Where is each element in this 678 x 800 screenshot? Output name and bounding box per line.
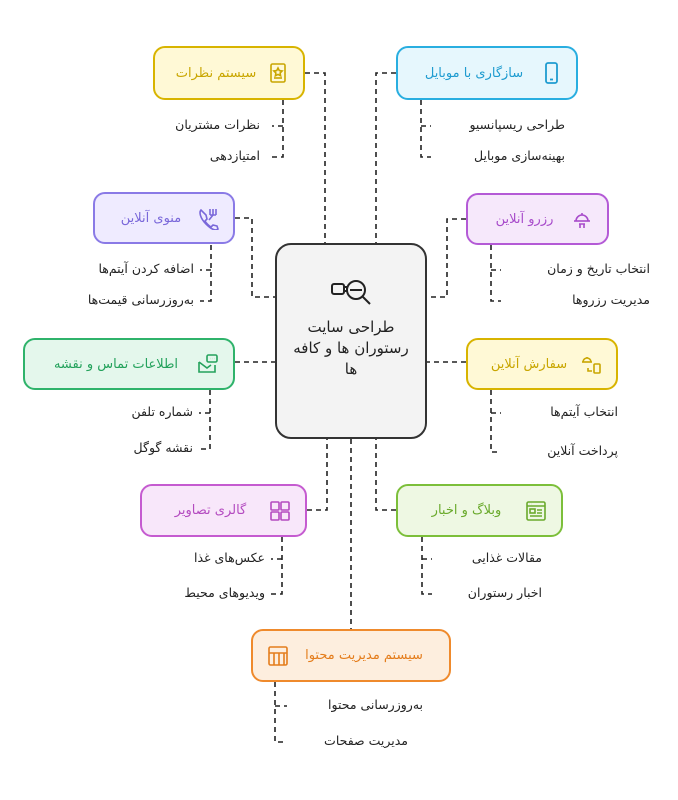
mobile-item-2: بهینه‌سازی موبایل <box>474 148 565 163</box>
branch-reservation[interactable] <box>466 193 609 245</box>
reservation-bell-icon <box>569 206 595 232</box>
branch-gallery[interactable] <box>140 484 307 537</box>
branch-cms[interactable] <box>251 629 451 682</box>
order-item-1: انتخاب آیتم‌ها <box>550 404 618 419</box>
branch-blog-title: وبلاگ و اخبار <box>431 503 502 518</box>
food-order-icon <box>578 351 604 377</box>
branch-mobile-title: سازگاری با موبایل <box>424 65 524 81</box>
star-document-icon <box>265 60 291 86</box>
contact-item-1: شماره تلفن <box>131 404 193 419</box>
mobile-phone-icon <box>538 60 564 86</box>
blog-item-1: مقالات غذایی <box>471 550 542 565</box>
reviews-item-1: نظرات مشتریان <box>175 117 260 132</box>
branch-blog[interactable] <box>396 484 563 537</box>
browser-news-icon <box>523 498 549 524</box>
cms-item-1: به‌روزرسانی محتوا <box>328 697 423 712</box>
branch-mobile[interactable] <box>396 46 578 100</box>
coffee-magnifier-icon <box>277 275 425 309</box>
branch-menu[interactable] <box>93 192 235 244</box>
contact-item-2: نقشه گوگل <box>133 440 193 455</box>
branch-order[interactable] <box>466 338 618 390</box>
branch-menu-title: منوی آنلاین <box>120 210 182 226</box>
phone-cutlery-icon <box>195 205 221 231</box>
branch-reviews-title: سیستم نظرات <box>175 65 257 81</box>
reviews-item-2: امتیازدهی <box>209 148 260 163</box>
branch-reviews[interactable] <box>153 46 305 100</box>
center-node[interactable] <box>275 243 427 439</box>
cms-item-2: مدیریت صفحات <box>324 733 408 748</box>
menu-item-2: به‌روزرسانی قیمت‌ها <box>87 292 194 307</box>
branch-gallery-title: گالری تصاویر <box>174 503 247 518</box>
branch-contact[interactable] <box>23 338 235 390</box>
gallery-item-1: عکس‌های غذا <box>193 550 265 565</box>
branch-cms-title: سیستم مدیریت محتوا <box>305 648 423 663</box>
branch-order-title: سفارش آنلاین <box>490 356 568 372</box>
image-grid-icon <box>267 498 293 524</box>
mobile-item-1: طراحی ریسپانسیو <box>469 117 565 132</box>
reservation-item-1: انتخاب تاریخ و زمان <box>547 261 650 276</box>
order-item-2: پرداخت آنلاین <box>547 443 618 458</box>
blog-item-2: اخبار رستوران <box>467 585 542 600</box>
envelope-chat-icon <box>195 351 221 377</box>
branch-contact-title: اطلاعات تماس و نقشه <box>53 356 179 372</box>
reservation-item-2: مدیریت رزروها <box>572 292 650 307</box>
gallery-item-2: ویدیوهای محیط <box>184 585 265 600</box>
center-title: طراحی سایت رستوران ها و کافه ها <box>293 318 409 378</box>
table-layout-icon <box>265 643 291 669</box>
branch-reservation-title: رزرو آنلاین <box>495 211 554 227</box>
menu-item-1: اضافه کردن آیتم‌ها <box>98 261 194 276</box>
